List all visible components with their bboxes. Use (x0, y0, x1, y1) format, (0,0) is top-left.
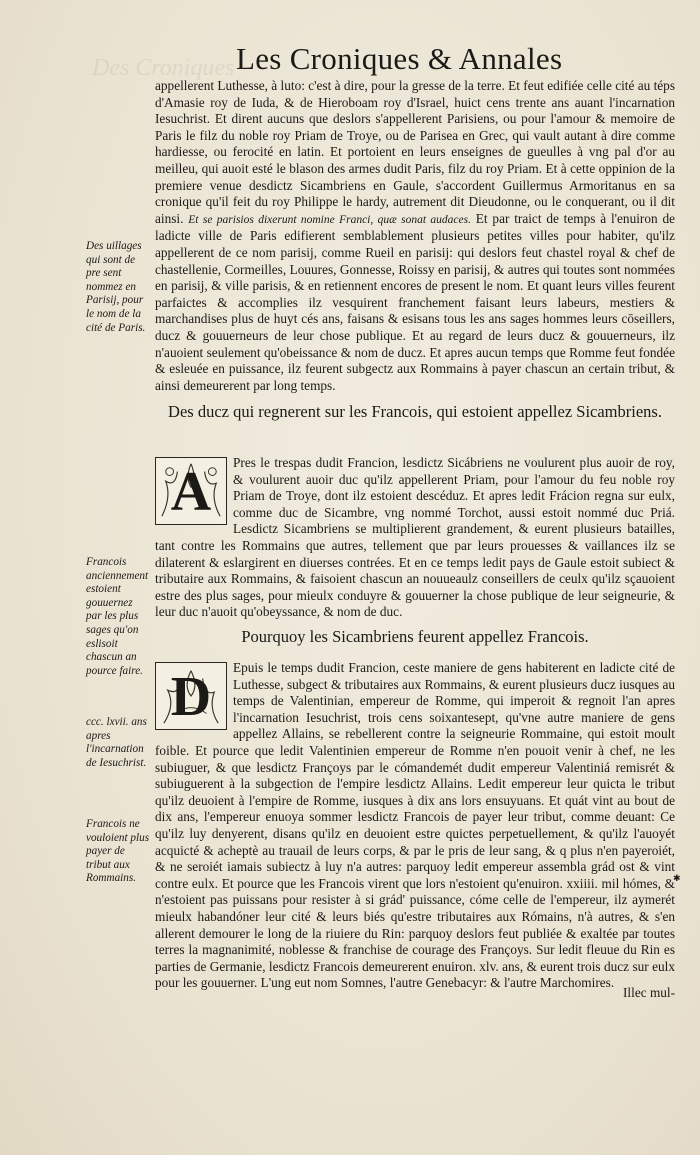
latin-quote: Et se parisios dixerunt nomine Franci, quæ sonat audaces. (188, 213, 471, 226)
section-heading-2: Pourquoy les Sicambriens feurent appellez Francois. (241, 627, 589, 646)
ornamental-initial-a (155, 457, 227, 525)
paragraph-1b-text: Et par traict de temps à l'enuiron de ladicte ville de Paris edifierent semblablement plusieurs petites villes pour habiter, qu'ilz appellerent de ce nom parisij, comme Rueil en parisij: qui deslors feut chastel royal & chef de chastellenie, Cormeilles, Louures, Gonnesse, Roissy en parisij, & autres qui toutes sont nommées en parisij, & ville parisis, & en retiennent encores de present le nom. Et quant leurs villes feurent parfaictes & accomplies ilz vesquirent franchement faisant leurs labeurs, mestiers & marchandises plus de huyt cés ans, faisans & esisans tous les ans sages hommes leurs cōseillers, ducz & gouuerneurs de leur chose publique. Et au regard de leurs ducz & gouuerneurs, ilz n'auoient seulement qu'obeissance & nom de ducz. Et apres aucun temps que Romme feut fondée & esleuée en puissance, ilz feurent subgectz aux Rommains à payer chascun an certain tribut, & ainsi demeurerent par long temps. (155, 210, 676, 393)
ornamental-initial-d (155, 662, 227, 730)
body-paragraph-1 (155, 78, 675, 394)
section-heading-1: Des ducz qui regnerent sur les Francois, qui estoient appellez Sicambriens. (168, 402, 662, 421)
body-paragraph-3 (155, 660, 675, 992)
body-paragraph-2 (155, 455, 675, 621)
margin-note-2: Francois anciennement estoient gouuernez par les plus sages qu'on eslisoit chascun an pource faire. (86, 556, 149, 677)
margin-note-4: Francois ne vouloient plus payer de tribut aux Rommains. (86, 818, 150, 885)
paragraph-1-text: appellerent Luthesse, à luto: c'est à dire, pour la gresse de la terre. Et feut edifiée celle cité au téps d'Amasie roy de Iuda, & de Hieroboam roy d'Israel, huict cens trente ans auant l'incarnation Iesuchrist. Et dirent aucuns que deslors s'appellerent Parisiens, ou pour l'amour & memoire de Paris le filz du noble roy Priam de Troye, ou de Parisea en Grec, qui vault autant à dire comme hardiesse, ou ferocité en latin. Et portoient en leurs enseignes de gueulles à vng pal d'or au meilleu, qui auoit esté le blason des armes dudit Paris, filz du roy Priam. Et à cette oppinion de la premiere venue desdictz Sicambriens en Gaule, s'accordent Guillermus Armoritanus en sa cronique qu'il feit du roy Philippe le hardy, autrement dit Dieudonne, ou le conquerant, ou il dit ainsi. (155, 78, 676, 226)
margin-note-3: ccc. lxvii. ans apres l'incarnation de Iesuchrist. (86, 716, 147, 769)
paragraph-2-text: Pres le trespas dudit Francion, lesdictz Sicábriens ne voulurent plus auoir de roy, & voulurent auoir duc qu'ilz appellerent Priam, pour l'amour du feu noble roy Priam de Troye, dont ilz estoient descéduz. Et apres ledit Frácion regna sur eulx, comme duc de Sicambre, vng nommé Torchot, aussi estoit nommé duc Priá. Lesdictz Sicambriens se multiplierent grandement, & eurent plusieurs batailles, tant contre les Rommains que autres, tellement que par leurs prouesses & vaillances ilz se dilaterent & eslargirent en diuerses contrées. Et en ce temps ledit pays de Gaule estoit subiect & tributaire aux Rommains, & faisoient chascun an nouueaulz conseillers de ceulx qu'ilz sçauoient estre des plus sages, pour mieulx conduyre & gouuerner la chose publique de leur seigneurie, & leur duc n'auoit qu'obeyssance, & nom de duc. (155, 455, 675, 620)
initial-letter: D (170, 666, 212, 728)
page-title: Les Croniques & Annales (236, 41, 563, 76)
margin-note-1: Des uillages qui sont de pre sent nommez en Parisij, pour le nom de la cité de Paris. (86, 240, 146, 334)
asterisk-mark-icon: ✱ (673, 874, 681, 884)
initial-letter: A (170, 461, 212, 523)
catchword: Illec mul- (623, 985, 676, 1000)
bleed-through-text: Des Croniques (92, 55, 235, 81)
paragraph-3-text: Epuis le temps dudit Francion, ceste maniere de gens habiterent en ladicte cité de Luthesse, subgect & tributaires aux Rommains, & eurent plusieurs ducz iusques au temps de Valentinian, empereur de Romme, qui imperoit & regnoit l'an apres l'incarnation Iesuchrist, trois cens soixantesept, qu'vne autre maniere de gens appellez Allains, se rebellerent contre la seigneurie Rommaine, qui estoit moult foible. Et pource que ledit Valentinien empereur de Romme n'en pouoit venir à chef, ne les subiuguer, & que lesdictz Françoys par le cómandemét dudit empereur Valentiniá remisrét & subiuguerent à la subgection de l'empire lesdictz Allains. Ledit empereur leur quicta le tribut qu'ilz deuoient à l'empire de Romme, iusques à dix ans lors ensuyuans. Et quát vint au bout de dix ans, l'empereur enuoya sommer lesdictz Francois de payer leur tribut, comme deuant: Ce qu'ilz luy denyerent, disans qu'ilz en deuoient estre quictes perpetuellement, & qu'ilz l'auoyét acquicté & acheptè au trauail de leurs corps, & par le pris de leur sang, & q plus n'en payeroiét, & ne seroiét iamais subiectz à luy n'a autres: parquoy ledit empereur assembla grád ost & vint contre eulx. Et pource que les Francois virent que lors n'estoient qu'enuiron. xxiiii. mil hómes, & n'estoient pas puissans pour resister à si grád' puissance, cóme celle de l'empereur, ilz aymerét mieulx habandóner leur cité & leurs biés qu'estre tributaires aux Rómains, n'à autres, & s'en allerent demourer le long de la riuiere du Rin: parquoy deslors feut publiée & exaltée par toutes terres la magnanimité, noblesse & franchise de courage des Françoys. Sur ledit fleuue du Rin es parties de Germanie, lesdictz Francois demeurerent enuiron. xlv. ans, & eurent trois ducz sur eulx pour les gouuerner. L'ung eut nom Somnes, l'autre Genebacyr: & l'autre Marchomires. (155, 660, 675, 991)
